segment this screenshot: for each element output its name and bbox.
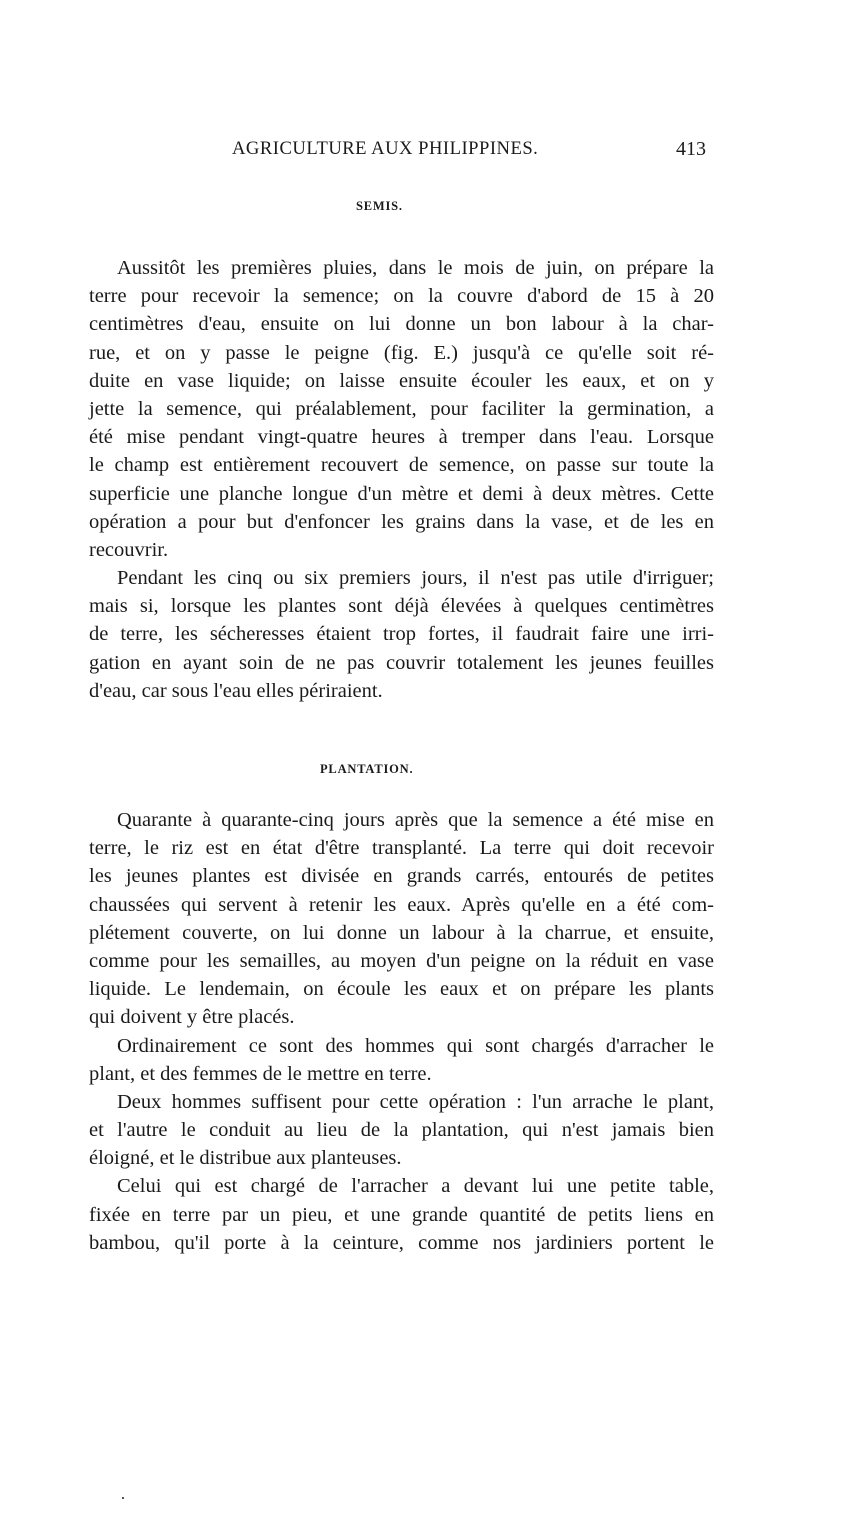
text-line: opération a pour but d'enfoncer les grains dans la vase, et de les en xyxy=(89,510,714,533)
text-line: le champ est entièrement recouvert de semence, on passe sur toute la xyxy=(89,454,714,477)
text-line: recouvrir. xyxy=(89,538,169,561)
running-title: AGRICULTURE AUX PHILIPPINES. xyxy=(232,138,539,159)
text-line: éloigné, et le distribue aux planteuses. xyxy=(89,1147,402,1170)
text-line: liquide. Le lendemain, on écoule les eaux et on prépare les plants xyxy=(89,978,714,1001)
text-line: plant, et des femmes de le mettre en terre. xyxy=(89,1062,432,1085)
scan-speck xyxy=(122,1497,124,1499)
text-line: centimètres d'eau, ensuite on lui donne un bon labour à la char- xyxy=(89,313,714,336)
text-line: Quarante à quarante-cinq jours après que la semence a été mise en xyxy=(117,809,714,831)
text-line: superficie une planche longue d'un mètre et demi à deux mètres. Cette xyxy=(89,482,714,505)
running-head xyxy=(0,138,856,168)
paragraph xyxy=(89,1172,714,1257)
text-line: Celui qui est chargé de l'arracher a devant lui une petite table, xyxy=(117,1175,714,1198)
text-line: Ordinairement ce sont des hommes qui sont chargés d'arracher le xyxy=(117,1034,714,1057)
paragraph xyxy=(89,806,714,1032)
text-line: plétement couverte, on lui donne un labour à la charrue, et ensuite, xyxy=(89,921,714,944)
text-line: jette la semence, qui préalablement, pour faciliter la germination, a xyxy=(89,397,714,420)
text-line: de terre, les sécheresses étaient trop fortes, il faudrait faire une irri- xyxy=(89,623,714,646)
text-line: comme pour les semailles, au moyen d'un peigne on la réduit en vase xyxy=(89,949,714,972)
paragraph xyxy=(89,564,714,705)
text-line: terre pour recevoir la semence; on la couvre d'abord de 15 à 20 xyxy=(89,285,714,308)
text-line: gation en ayant soin de ne pas couvrir totalement les jeunes feuilles xyxy=(89,651,714,674)
section-body-plantation xyxy=(89,806,714,1257)
section-body-semis xyxy=(89,254,714,705)
text-line: chaussées qui servent à retenir les eaux. Après qu'elle en a été com- xyxy=(89,893,714,916)
text-line: les jeunes plantes est divisée en grands carrés, entourés de petites xyxy=(89,865,714,888)
text-line: rue, et on y passe le peigne (fig. E.) jusqu'à ce qu'elle soit ré- xyxy=(89,341,714,364)
text-line: fixée en terre par un pieu, et une grande quantité de petits liens en xyxy=(89,1203,714,1226)
paragraph xyxy=(89,254,714,564)
text-line: Aussitôt les premières pluies, dans le mois de juin, on prépare la xyxy=(117,257,714,279)
page-number: 413 xyxy=(676,138,706,160)
paragraph xyxy=(89,1032,714,1088)
text-line: Pendant les cinq ou six premiers jours, il n'est pas utile d'irriguer; xyxy=(117,567,714,590)
text-line: qui doivent y être placés. xyxy=(89,1006,295,1029)
paragraph xyxy=(89,1088,714,1173)
text-line: mais si, lorsque les plantes sont déjà élevées à quelques centimètres xyxy=(89,595,714,618)
section-title-plantation: PLANTATION. xyxy=(320,762,414,776)
text-line: d'eau, car sous l'eau elles périraient. xyxy=(89,679,383,702)
text-line: duite en vase liquide; on laisse ensuite écouler les eaux, et on y xyxy=(89,369,714,392)
text-line: et l'autre le conduit au lieu de la plantation, qui n'est jamais bien xyxy=(89,1119,714,1142)
text-line: bambou, qu'il porte à la ceinture, comme nos jardiniers portent le xyxy=(89,1231,714,1254)
text-line: été mise pendant vingt-quatre heures à tremper dans l'eau. Lorsque xyxy=(89,426,714,449)
text-line: Deux hommes suffisent pour cette opération : l'un arrache le plant, xyxy=(117,1090,714,1113)
text-line: terre, le riz est en état d'être transplanté. La terre qui doit recevoir xyxy=(89,837,714,860)
section-title-semis: SEMIS. xyxy=(356,199,403,213)
